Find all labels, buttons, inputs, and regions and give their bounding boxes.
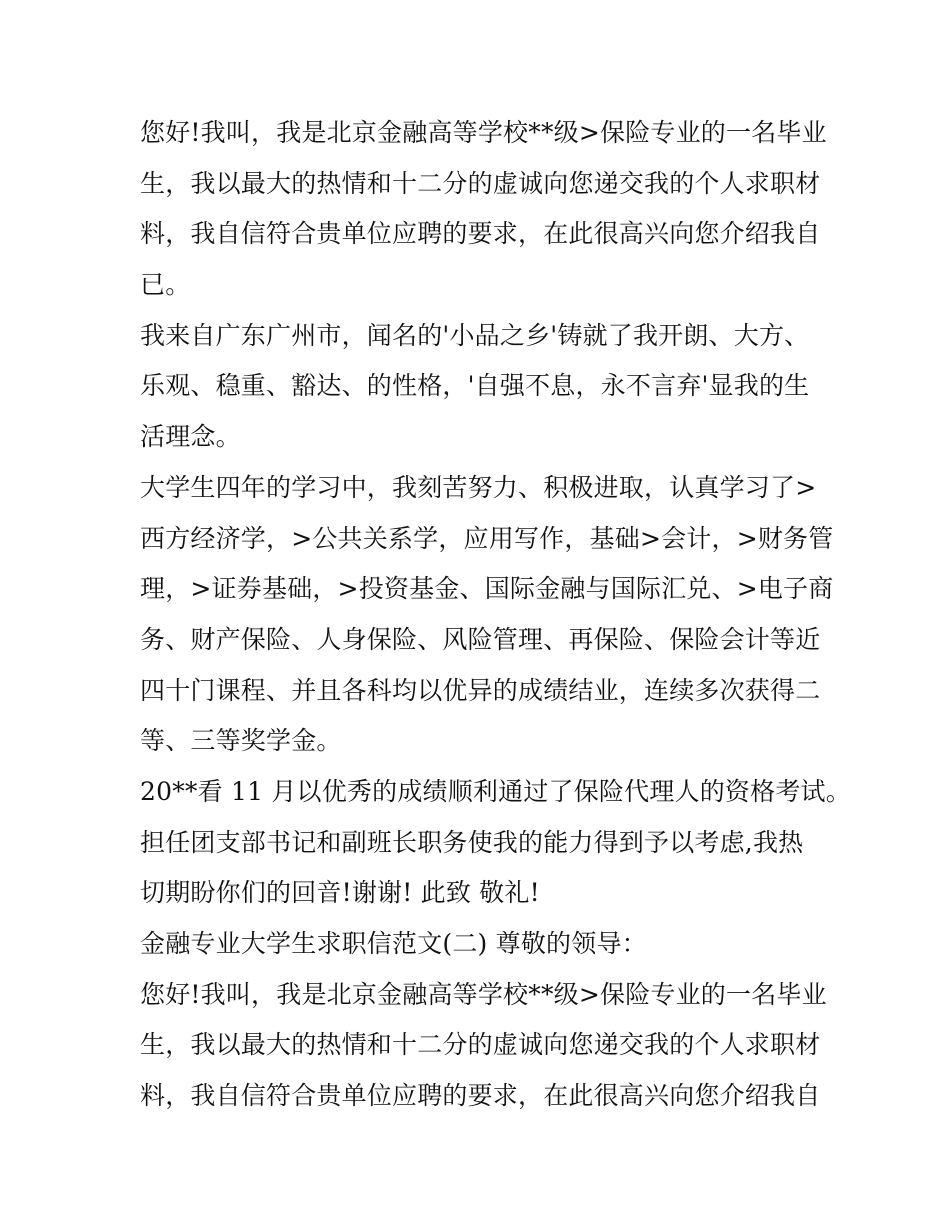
text-line: 大学生四年的学习中，我刻苦努力、积极进取，认真学习了> — [140, 472, 817, 502]
text-line: 已。 — [140, 270, 191, 300]
text-line: 等、三等奖学金。 — [140, 726, 342, 756]
text-line: 担任团支部书记和副班长职务使我的能力得到予以考虑,我热 — [140, 827, 804, 857]
text-line: 生，我以最大的热情和十二分的虚诚向您递交我的个人求职材 — [140, 168, 821, 198]
text-line: 乐观、稳重、豁达、的性格，'自强不息，永不言弃'显我的生 — [140, 371, 810, 401]
text-line: 生，我以最大的热情和十二分的虚诚向您递交我的个人求职材 — [140, 1030, 821, 1060]
text-line: 西方经济学，>公共关系学，应用写作，基础>会计，>财务管 — [140, 523, 834, 553]
text-line: 料，我自信符合贵单位应聘的要求，在此很高兴向您介绍我自 — [140, 1081, 821, 1111]
text-line: 活理念。 — [140, 422, 241, 452]
text-line: 20**看 11 月以优秀的成绩顺利通过了保险代理人的资格考试。 — [140, 776, 851, 806]
text-line: 四十门课程、并且各科均以优异的成绩结业，连续多次获得二 — [140, 675, 821, 705]
text-line: 理，>证券基础，>投资基金、国际金融与国际汇兑、>电子商 — [140, 574, 834, 604]
text-line: 我来自广东广州市，闻名的'小品之乡'铸就了我开朗、大方、 — [140, 320, 810, 350]
text-line: 务、财产保险、人身保险、风险管理、再保险、保险会计等近 — [140, 624, 821, 654]
letter-body — [140, 108, 851, 1122]
text-line: 料，我自信符合贵单位应聘的要求，在此很高兴向您介绍我自 — [140, 219, 821, 249]
text-line: 切期盼你们的回音!谢谢! 此致 敬礼! — [140, 878, 540, 908]
section-heading: 金融专业大学生求职信范文(二) 尊敬的领导： — [140, 929, 647, 958]
text-line: 您好!我叫，我是北京金融高等学校**级>保险专业的一名毕业 — [140, 979, 827, 1009]
text-line: 您好!我叫，我是北京金融高等学校**级>保险专业的一名毕业 — [140, 118, 827, 147]
